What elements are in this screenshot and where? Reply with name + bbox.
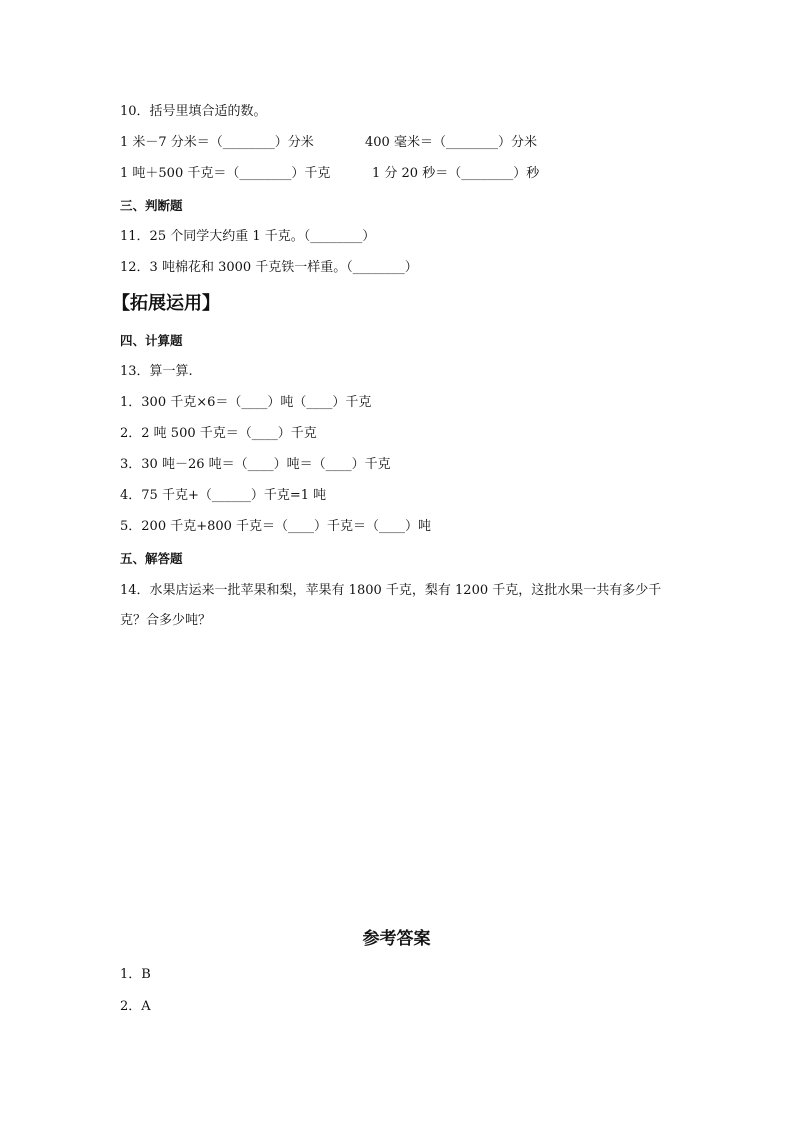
answers-heading: 参考答案 [362, 929, 431, 949]
q10-item-d: 1 分 20 秒＝（________）秒 [372, 166, 540, 181]
q10-item-a: 1 米－7 分米＝（________）分米 [120, 135, 314, 150]
q10-item-c: 1 吨＋500 千克＝（________）千克 [120, 166, 331, 181]
q13: 13．算一算. [120, 364, 193, 379]
q14-line-2: 克？合多少吨？ [120, 613, 212, 628]
q14-line-1: 14．水果店运来一批苹果和梨，苹果有 1800 千克，梨有 1200 千克，这批水果一共有多少千 [120, 583, 662, 598]
section-5-heading: 五、解答题 [120, 551, 183, 566]
q13-item-2: 2．2 吨 500 千克＝（____）千克 [120, 426, 317, 441]
answer-item-1: 1．B [120, 967, 151, 982]
q13-item-1: 1．300 千克×6＝（____）吨（____）千克 [120, 395, 372, 410]
section-3-heading: 三、判断题 [120, 198, 183, 213]
q10-item-b: 400 毫米＝（________）分米 [365, 135, 537, 150]
q13-item-4: 4．75 千克+（______）千克=1 吨 [120, 488, 327, 503]
extension-heading: 【拓展运用】 [112, 293, 220, 314]
answer-item-2: 2．A [120, 999, 151, 1014]
q13-item-3: 3．30 吨－26 吨＝（____）吨＝（____）千克 [120, 457, 391, 472]
q13-item-5: 5．200 千克+800 千克＝（____）千克＝（____）吨 [120, 519, 432, 534]
section-4-heading: 四、计算题 [120, 333, 183, 348]
q10-title: 10．括号里填合适的数。 [120, 104, 267, 119]
q11: 11．25 个同学大约重 1 千克。（________） [120, 229, 376, 244]
q12: 12．3 吨棉花和 3000 千克铁一样重。（________） [120, 260, 418, 275]
